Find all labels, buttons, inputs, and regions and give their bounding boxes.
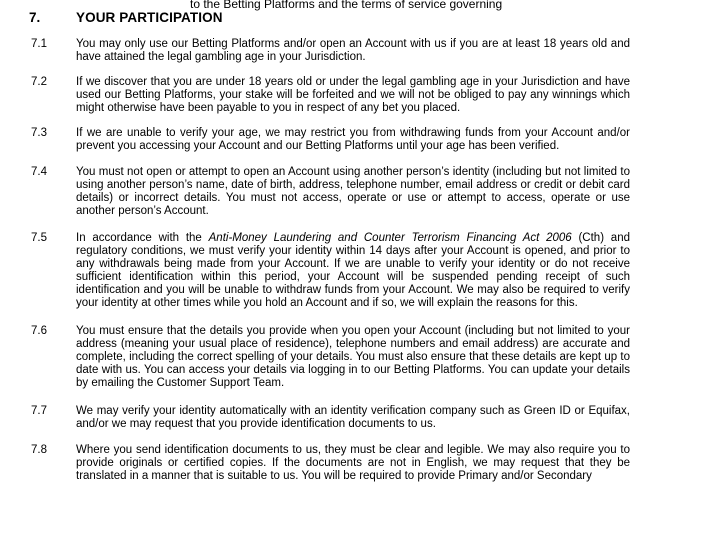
- clause-text: You must not open or attempt to open an Account using another person’s identity (including but not limited to using another person’s name, date of birth, address, telephone number, email address or credit or debit card details) or incorrect details. You must not access, operate or use or attempt to access, operate or use another person’s Account.: [76, 166, 630, 218]
- clause-number: 7.6: [31, 325, 47, 337]
- clause-number: 7.1: [31, 38, 47, 50]
- page-top-fragment: [0, 0, 702, 11]
- clause-number: 7.4: [31, 166, 47, 178]
- clause-text: [76, 232, 630, 311]
- clause-text: We may verify your identity automatically with an identity verification company such as Green ID or Equifax, and/or we may request that you provide identification documents to us.: [76, 405, 630, 431]
- section-title: YOUR PARTICIPATION: [76, 10, 223, 25]
- section-number: 7.: [29, 10, 41, 25]
- clause-text: If we are unable to verify your age, we may restrict you from withdrawing funds from your Account and/or prevent you accessing your Account and our Betting Platforms until your age has been verified.: [76, 127, 630, 153]
- clause-number: 7.5: [31, 232, 47, 244]
- clause-number: 7.2: [31, 76, 47, 88]
- clause-text: You must ensure that the details you provide when you open your Account (including but not limited to your address (meaning your usual place of residence), telephone numbers and email address) are accurate and complete, including the correct spelling of your details. You must also ensure that these details are kept up to date with us. You can access your details via logging in to our Betting Platforms. You can update your details by emailing the Customer Support Team.: [76, 325, 630, 390]
- page-top-fragment-text: to the Betting Platforms and the terms of service governing: [190, 0, 503, 11]
- clause-text: If we discover that you are under 18 years old or under the legal gambling age in your Jurisdiction and have used our Betting Platforms, your stake will be forfeited and we will not be obliged to pay any winnings which might otherwise have been payable to you in respect of any bet you placed.: [76, 76, 630, 115]
- clause-number: 7.7: [31, 405, 47, 417]
- clause-number: 7.3: [31, 127, 47, 139]
- clause-text: You may only use our Betting Platforms and/or open an Account with us if you are at least 18 years old and have attained the legal gambling age in your Jurisdiction.: [76, 38, 630, 64]
- clause-text: Where you send identification documents to us, they must be clear and legible. We may also require you to provide originals or certified copies. If the documents are not in English, we may request that they be translated in a manner that is suitable to us. You will be required to provide Primary and/or Secondary: [76, 444, 630, 483]
- clause-number: 7.8: [31, 444, 47, 456]
- act-title: Anti-Money Laundering and Counter Terrorism Financing Act 2006: [208, 232, 572, 244]
- clause-text-intro: In accordance with the: [76, 232, 209, 244]
- clause-text-rest: (Cth) and regulatory conditions, we must verify your identity within 14 days after your Account is opened, and prior to any withdrawals being made from your Account. If we are unable to verify your identity or do not receive sufficient identification within this period, your Account will be suspended pending receipt of such identification and you will be unable to withdraw funds from your Account. We may also be required to verify your identity at other times while you hold an Account and if so, we will explain the reasons for this.: [76, 232, 630, 310]
